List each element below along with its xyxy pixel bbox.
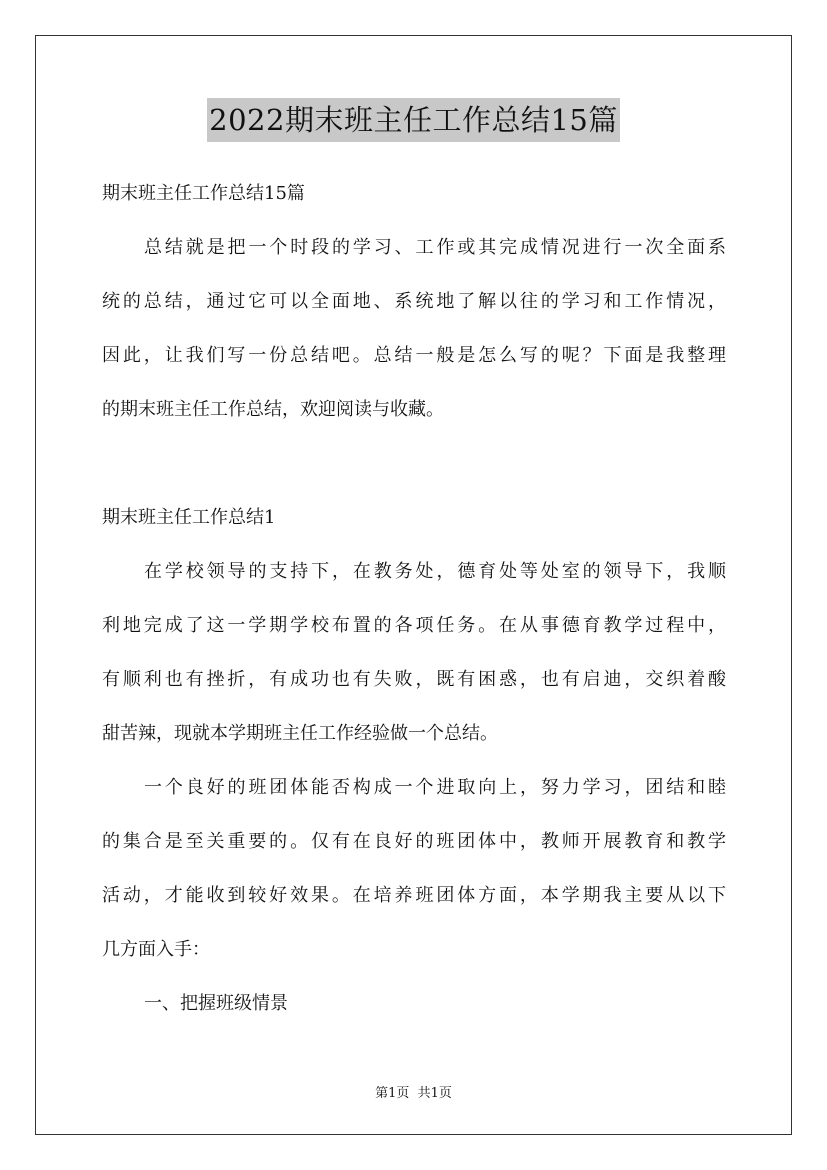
page-footer: 第1页 共1页 — [375, 1086, 452, 1101]
paragraph-line: 利地完成了这一学期学校布置的各项任务。在从事德育教学过程中， — [102, 615, 726, 636]
paragraph-line: 的集合是至关重要的。仅有在良好的班团体中，教师开展教育和教学 — [102, 831, 726, 852]
document-title: 2022期末班主任工作总结15篇 — [207, 98, 620, 142]
title-container — [0, 98, 827, 142]
paragraph-line: 甜苦辣，现就本学期班主任工作经验做一个总结。 — [102, 723, 498, 744]
paragraph-line: 一个良好的班团体能否构成一个进取向上，努力学习，团结和睦 — [144, 777, 726, 798]
paragraph-line: 活动，才能收到较好效果。在培养班团体方面，本学期我主要从以下 — [102, 885, 726, 906]
section-heading: 期末班主任工作总结1 — [102, 507, 276, 528]
intro-line: 因此，让我们写一份总结吧。总结一般是怎么写的呢？下面是我整理 — [102, 345, 726, 366]
intro-line: 总结就是把一个时段的学习、工作或其完成情况进行一次全面系 — [144, 237, 726, 258]
paragraph-line: 在学校领导的支持下，在教务处，德育处等处室的领导下，我顺 — [144, 561, 726, 582]
subheading: 一、把握班级情景 — [144, 993, 288, 1014]
intro-line: 统的总结，通过它可以全面地、系统地了解以往的学习和工作情况， — [102, 291, 726, 312]
paragraph-line: 有顺利也有挫折，有成功也有失败，既有困惑，也有启迪，交织着酸 — [102, 669, 726, 690]
document-subtitle: 期末班主任工作总结15篇 — [102, 183, 305, 204]
paragraph-line: 几方面入手： — [102, 939, 210, 960]
intro-line: 的期末班主任工作总结，欢迎阅读与收藏。 — [102, 399, 444, 420]
